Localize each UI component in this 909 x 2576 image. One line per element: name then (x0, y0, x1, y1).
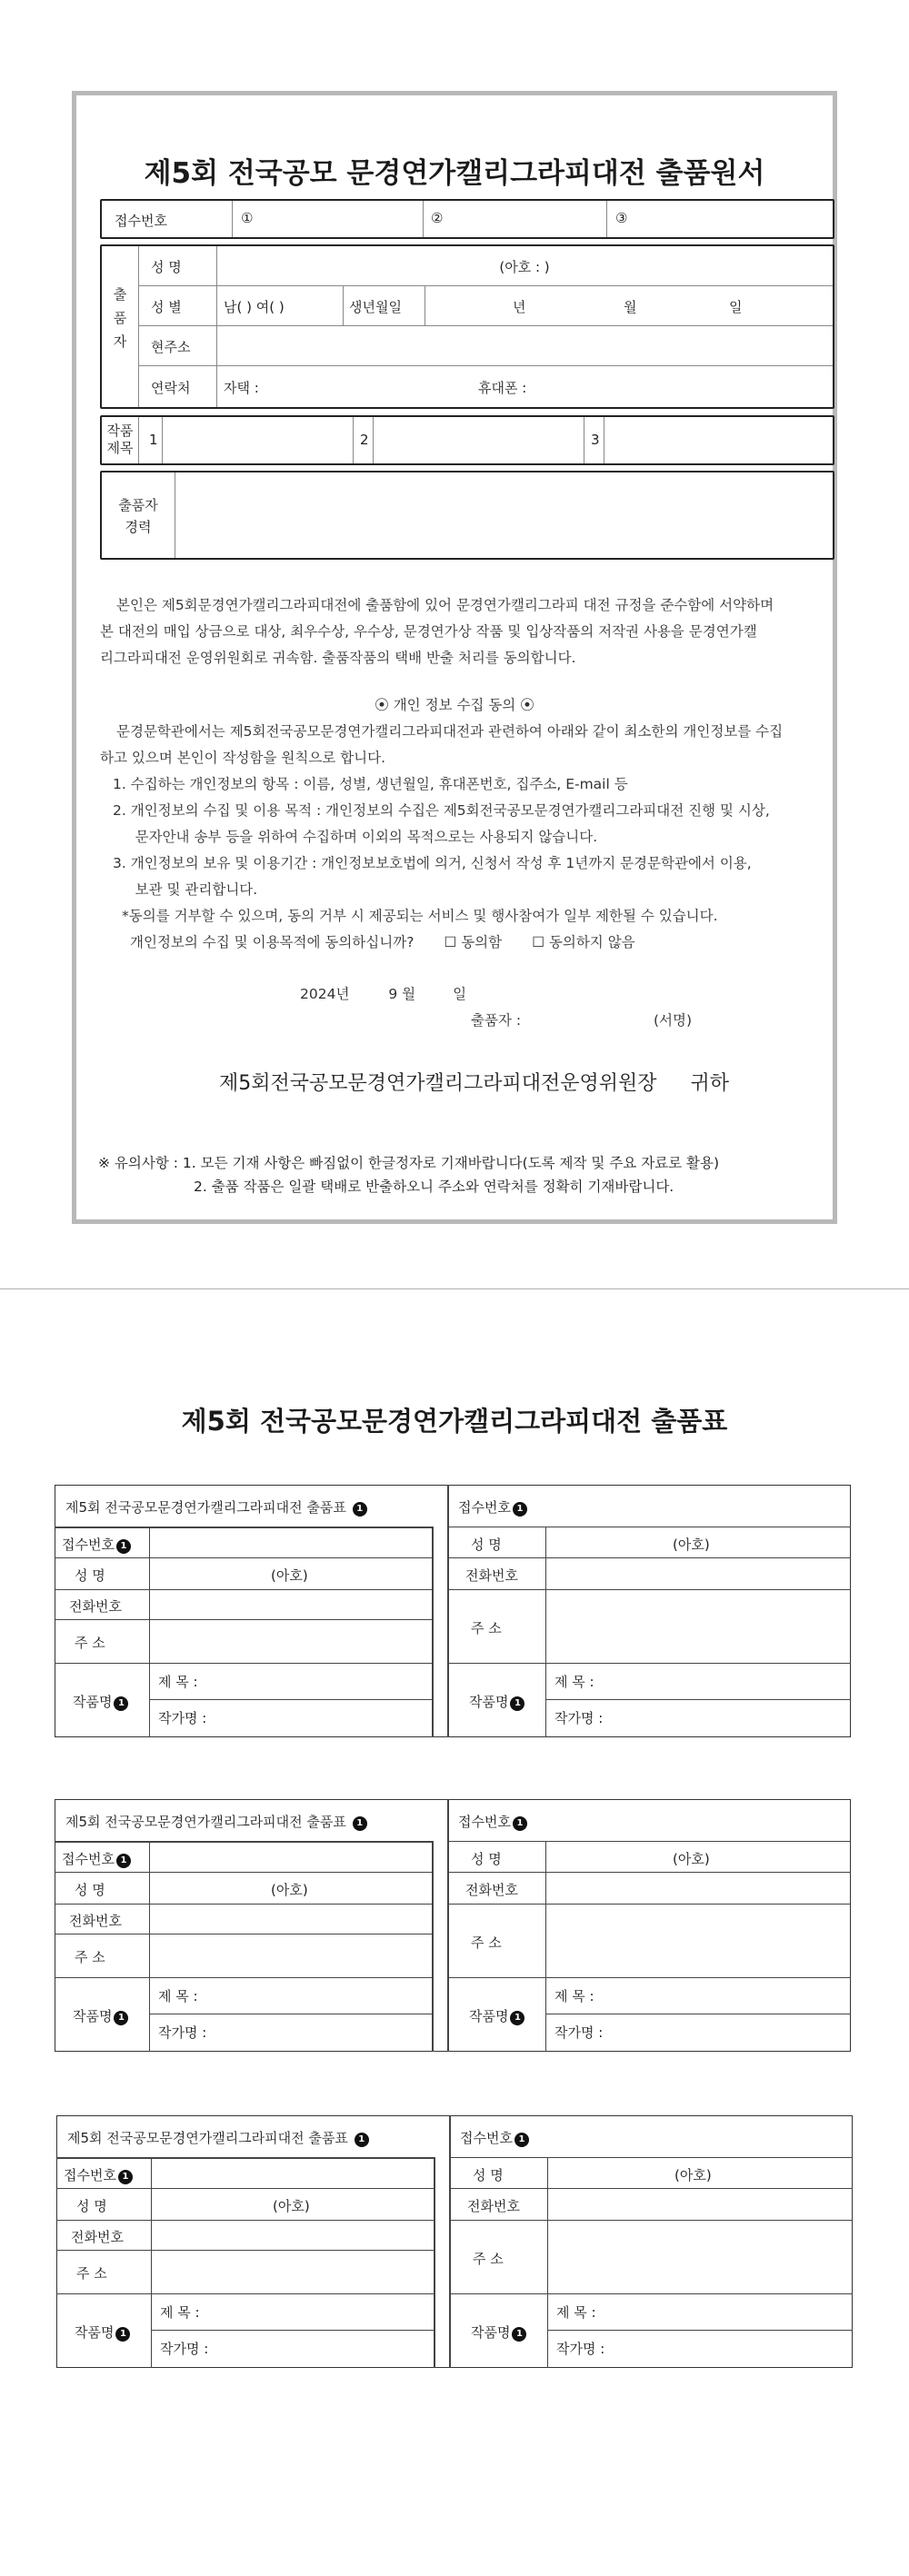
address-label: 주 소 (471, 1934, 502, 1951)
address-label: 주 소 (471, 1620, 502, 1636)
contact-label: 연락처 (151, 380, 191, 396)
works-row (100, 415, 834, 465)
address-label: 주 소 (75, 1635, 105, 1651)
divider (373, 417, 374, 463)
divider (447, 1557, 851, 1558)
privacy-refusal: *동의를 거부할 수 있으며, 동의 거부 시 제공되는 서비스 및 행사참여가 일부 제한될 수 있습니다. (122, 908, 718, 924)
phone-label: 전화번호 (465, 1882, 518, 1898)
ticket-heading: 제5회 전국공모문경연가캘리그라피대전 출품표 1 (67, 2128, 369, 2147)
divider (162, 417, 163, 463)
divider (138, 285, 833, 286)
name-label: 성 명 (75, 1567, 105, 1584)
work-title-field[interactable]: 제 목 : (158, 1674, 198, 1690)
divider (232, 201, 233, 237)
divider (55, 1589, 432, 1590)
entry-sheet-title: 제5회 전국공모문경연가캘리그라피대전 출품표 (181, 1406, 728, 1437)
receipt-slot-2[interactable]: ② (431, 210, 444, 226)
phone-label: 전화번호 (69, 1913, 122, 1929)
divider (449, 2188, 853, 2189)
addressee: 제5회전국공모문경연가캘리그라피대전운영위원장 귀하 (219, 1072, 730, 1095)
date-month[interactable]: 9 월 (388, 986, 416, 1002)
career-field[interactable] (178, 476, 829, 554)
divider (449, 2293, 853, 2294)
artist-field[interactable]: 작가명 : (158, 1710, 207, 1726)
alias-field[interactable]: (아호) (273, 2198, 310, 2214)
signature-field[interactable]: (서명) (654, 1012, 693, 1029)
divider (55, 1841, 432, 1843)
career-label: 출품자 경력 (118, 497, 158, 535)
receipt-label: 접수번호 1 (64, 2165, 133, 2184)
divider (149, 1699, 432, 1700)
phone-label: 전화번호 (71, 2229, 124, 2245)
divider (434, 2157, 435, 2368)
alias-field[interactable]: (아호) (271, 1882, 308, 1898)
name-label: 성 명 (471, 1851, 502, 1867)
divider (138, 417, 139, 463)
honorific: 귀하 (690, 1072, 730, 1095)
divider (55, 1663, 432, 1664)
work-label: 작품명 1 (471, 2322, 526, 2342)
phone-label: 전화번호 (467, 2198, 520, 2214)
divider (138, 325, 833, 326)
work-3-number: 3 (591, 432, 600, 448)
artist-field[interactable]: 작가명 : (556, 2341, 605, 2357)
divider (447, 1872, 851, 1873)
divider (432, 1841, 434, 2052)
name-label: 성 명 (75, 1882, 105, 1898)
receipt-number-row (100, 199, 834, 239)
artist-field[interactable]: 작가명 : (554, 1710, 604, 1726)
divider (447, 1799, 449, 2052)
divider (55, 1904, 432, 1905)
applicant-side-label: 출 품 자 (113, 286, 127, 350)
divider (545, 1699, 851, 1700)
work-title-field[interactable]: 제 목 : (554, 1674, 594, 1690)
ticket-heading: 제5회 전국공모문경연가캘리그라피대전 출품표 1 (65, 1812, 367, 1831)
divider (449, 2157, 853, 2158)
work-label: 작품명 1 (73, 2006, 128, 2025)
ticket-heading: 제5회 전국공모문경연가캘리그라피대전 출품표 1 (65, 1497, 367, 1517)
divider (55, 1977, 432, 1978)
divider (56, 2250, 434, 2251)
privacy-items: 1. 수집하는 개인정보의 항목 : 이름, 성별, 생년월일, 휴대폰번호, 집주소, E-mail 등 2. 개인정보의 수집 및 이용 목적 : 개인정보의 수집은 제5회전국공모문경연가캘리그라피대전 진행 및 시상, 문자안내 송부 등을 위하여 수집하며 이외의 목적으로는 사용되지 않습니다. 3. 개인정보의 보유 및 이용기간 : 개인정보보호법에 의거, 신청서 작성 후 1년까지 문경문학관에서 이용, 보관 및 관리합니다. (113, 776, 770, 898)
entry-ticket (55, 1799, 851, 2052)
birth-day[interactable]: 일 (729, 299, 743, 315)
divider (447, 1841, 851, 1842)
name-label: 성 명 (473, 2167, 504, 2183)
work-label: 작품명 1 (469, 1692, 524, 1711)
address-label: 주 소 (75, 1949, 105, 1965)
divider (55, 1527, 432, 1528)
birth-year[interactable]: 년 (513, 299, 526, 315)
divider (447, 1904, 851, 1905)
entry-ticket (56, 2115, 853, 2368)
address-field[interactable] (224, 337, 824, 355)
divider (432, 1527, 434, 1737)
work-2-number: 2 (360, 432, 369, 448)
artist-field[interactable]: 작가명 : (160, 2341, 209, 2357)
divider (56, 2188, 434, 2189)
privacy-intro: 문경문학관에서는 제5회전국공모문경연가캘리그라피대전과 관련하여 아래와 같이 최소한의 개인정보를 수집 하고 있으며 본인이 작성함을 원칙으로 합니다. (100, 723, 784, 766)
name-label: 성 명 (151, 259, 182, 275)
agree-checkbox[interactable]: ☐ 동의함 (444, 934, 503, 950)
signer-label: 출품자 : (471, 1012, 522, 1029)
alias-field[interactable]: (아호) (674, 2167, 712, 2183)
disagree-checkbox[interactable]: ☐ 동의하지 않음 (532, 934, 635, 950)
birth-month[interactable]: 월 (624, 299, 637, 315)
divider (423, 201, 424, 237)
divider (447, 1589, 851, 1590)
alias-field[interactable]: (아호) (673, 1537, 710, 1553)
receipt-label: 접수번호 1 (460, 2128, 529, 2147)
pledge-paragraph: 본인은 제5회문경연가캘리그라피대전에 출품함에 있어 문경연가캘리그라피 대전 규정을 준수함에 서약하며 본 대전의 매입 상금으로 대상, 최우수상, 우수상, 문경연가상 작품 및 입상작품의 저작권 사용을 문경연가캘 리그라피대전 운영위원회로 귀속함. 출품작품의 택배 반출 처리를 동의합니다. (100, 597, 774, 666)
name-label: 성 명 (471, 1537, 502, 1553)
divider (353, 417, 354, 463)
page-separator (0, 1288, 909, 1289)
divider (55, 1557, 432, 1558)
privacy-consent-row (130, 930, 635, 956)
divider (343, 285, 344, 325)
work-label: 작품명 1 (73, 1692, 128, 1711)
divider (447, 1977, 851, 1978)
work-title-field[interactable]: 제 목 : (554, 1988, 594, 2004)
work-title-field[interactable]: 제 목 : (158, 1988, 198, 2004)
receipt-label: 접수번호 1 (458, 1497, 527, 1517)
works-label: 작품 제목 (106, 423, 134, 456)
application-form (72, 91, 837, 1224)
work-label: 작품명 1 (75, 2322, 130, 2342)
receipt-label: 접수번호 1 (458, 1812, 527, 1831)
divider (55, 1872, 432, 1873)
phone-label: 전화번호 (69, 1598, 122, 1615)
name-label: 성 명 (76, 2198, 107, 2214)
divider (447, 1663, 851, 1664)
divider (56, 2220, 434, 2221)
alias-field[interactable]: (아호) (271, 1567, 308, 1584)
divider (547, 2330, 853, 2331)
gender-label: 성 별 (151, 299, 182, 315)
work-1-number: 1 (149, 432, 158, 448)
birth-label: 생년월일 (349, 299, 402, 315)
work-title-field[interactable]: 제 목 : (556, 2304, 596, 2321)
date-year[interactable]: 2024년 (300, 986, 350, 1002)
receipt-label: 접수번호 (115, 213, 167, 229)
receipt-slot-1[interactable]: ① (241, 210, 254, 226)
divider (449, 2220, 853, 2221)
gender-options[interactable]: 남( ) 여( ) (224, 299, 285, 315)
divider (55, 1619, 432, 1620)
notes: ※ 유의사항 : 1. 모든 기재 사항은 빠짐없이 한글정자로 기재바랍니다(도록 제작 및 주요 자료로 활용) 2. 출품 작품은 일괄 택배로 반출하오니 주소와 연락처를 정확히 기재바랍니다. (98, 1155, 720, 1195)
divider (56, 2293, 434, 2294)
mobile-phone-field[interactable]: 휴대폰 : (478, 380, 527, 396)
date-row (300, 981, 466, 1008)
divider (56, 2157, 434, 2159)
divider (447, 1485, 449, 1737)
divider (138, 365, 833, 366)
form-title: 제5회 전국공모 문경연가캘리그라피대전 출품원서 (144, 157, 765, 190)
divider (606, 201, 607, 237)
receipt-label: 접수번호 1 (62, 1849, 131, 1868)
divider (138, 246, 139, 407)
career-row (100, 471, 834, 560)
applicant-section (100, 244, 834, 409)
alias-field[interactable]: (아호 : ) (499, 259, 550, 275)
divider (151, 2330, 434, 2331)
receipt-slot-3[interactable]: ③ (615, 210, 628, 226)
divider (449, 2115, 451, 2368)
address-label: 주 소 (76, 2265, 107, 2282)
artist-field[interactable]: 작가명 : (554, 2024, 604, 2041)
artist-field[interactable]: 작가명 : (158, 2024, 207, 2041)
date-day[interactable]: 일 (453, 986, 467, 1002)
receipt-label: 접수번호 1 (62, 1535, 131, 1554)
privacy-heading: ⦿ 개인 정보 수집 동의 ⦿ (375, 697, 534, 713)
work-label: 작품명 1 (469, 2006, 524, 2025)
address-label: 현주소 (151, 339, 191, 355)
home-phone-field[interactable]: 자택 : (224, 380, 259, 396)
consent-question: 개인정보의 수집 및 이용목적에 동의하십니까? (130, 934, 415, 950)
entry-ticket (55, 1485, 851, 1737)
phone-label: 전화번호 (465, 1567, 518, 1584)
alias-field[interactable]: (아호) (673, 1851, 710, 1867)
address-label: 주 소 (473, 2251, 504, 2267)
work-title-field[interactable]: 제 목 : (160, 2304, 200, 2321)
